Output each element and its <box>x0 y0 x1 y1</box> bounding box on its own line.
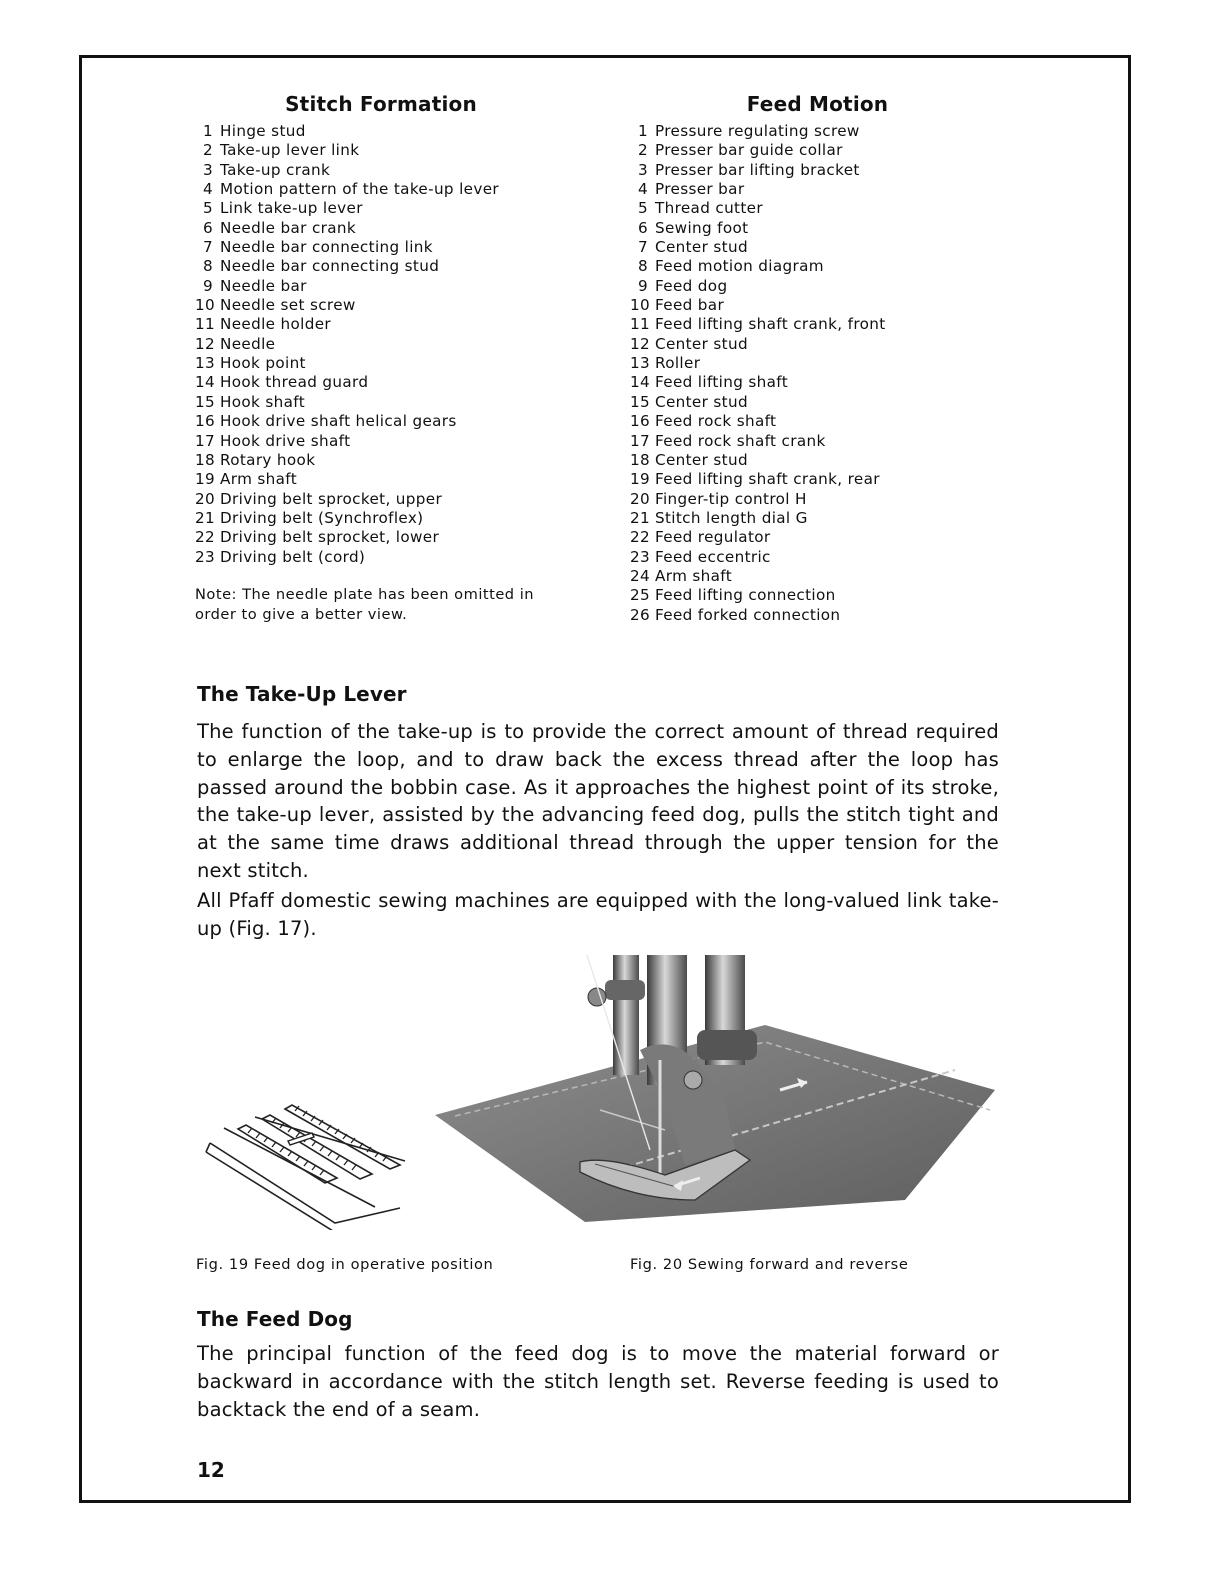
item-label: Feed bar <box>655 296 725 315</box>
item-number: 17 <box>630 431 651 450</box>
item-number: 7 <box>637 238 648 257</box>
item-label: Take-up lever link <box>220 141 360 160</box>
list-item <box>630 354 1020 373</box>
item-label: Finger-tip control H <box>655 489 807 508</box>
item-label: Presser bar <box>655 180 745 199</box>
item-number: 6 <box>637 218 648 237</box>
list-item <box>195 451 575 470</box>
item-label: Needle bar connecting link <box>220 238 433 257</box>
item-number: 22 <box>195 528 216 547</box>
list-item <box>195 548 575 567</box>
item-label: Needle bar crank <box>220 218 357 237</box>
item-label: Feed lifting shaft crank, rear <box>655 470 880 489</box>
item-number: 13 <box>195 354 216 373</box>
list-item <box>630 490 1020 509</box>
item-number: 11 <box>195 315 216 334</box>
list-item <box>630 219 1020 238</box>
list-item <box>630 315 1020 334</box>
item-label: Hook point <box>220 354 306 373</box>
item-number: 15 <box>195 392 216 411</box>
needle-plate-note: Note: The needle plate has been omitted in order to give a better view. <box>195 586 534 623</box>
item-number: 11 <box>630 315 651 334</box>
item-number: 19 <box>195 470 216 489</box>
list-item <box>630 277 1020 296</box>
list-item <box>630 528 1020 547</box>
list-item <box>195 393 575 412</box>
item-number: 2 <box>637 141 648 160</box>
list-item <box>195 238 575 257</box>
item-number: 17 <box>195 431 216 450</box>
item-number: 2 <box>202 141 213 160</box>
feed-motion-section <box>630 92 1020 625</box>
take-up-paragraph-1: The function of the take-up is to provide the correct amount of thread required to enlarge the loop, and to draw back the excess thread after the loop has passed around the bobbin case. As it approaches the highest point of its stroke, the take-up lever, assisted by the advancing feed dog, pulls the stitch tight and at the same time draws additional thread through the upper tension for the next stitch. <box>197 720 999 882</box>
item-label: Thread cutter <box>655 199 763 218</box>
item-number: 20 <box>630 489 651 508</box>
item-number: 13 <box>630 354 651 373</box>
item-label: Roller <box>655 354 701 373</box>
stitch-formation-title: Stitch Formation <box>285 92 477 116</box>
item-number: 5 <box>637 199 648 218</box>
item-number: 7 <box>202 238 213 257</box>
item-label: Feed dog <box>655 276 728 295</box>
list-item <box>630 296 1020 315</box>
list-item <box>195 373 575 392</box>
list-item <box>630 373 1020 392</box>
item-number: 22 <box>630 528 651 547</box>
item-label: Needle <box>220 334 276 353</box>
item-number: 9 <box>202 276 213 295</box>
feed-dog-paragraph: The principal function of the feed dog is to move the material forward or backward in accordance with the stitch length set. Reverse feeding is used to backtack the end of a seam. <box>197 1342 999 1421</box>
list-item <box>630 180 1020 199</box>
item-label: Hook shaft <box>220 392 306 411</box>
item-label: Feed lifting connection <box>655 586 836 605</box>
feed-dog-illustration <box>200 1095 415 1230</box>
list-item <box>195 528 575 547</box>
item-number: 18 <box>630 450 651 469</box>
item-number: 23 <box>195 547 216 566</box>
item-label: Presser bar lifting bracket <box>655 160 860 179</box>
list-item <box>195 412 575 431</box>
page-number: 12 <box>197 1458 225 1482</box>
item-label: Presser bar guide collar <box>655 141 843 160</box>
feed-dog-heading: The Feed Dog <box>197 1307 353 1331</box>
item-number: 4 <box>202 180 213 199</box>
list-item <box>630 451 1020 470</box>
item-label: Stitch length dial G <box>655 508 808 527</box>
item-label: Hook drive shaft helical gears <box>220 412 457 431</box>
item-label: Needle bar connecting stud <box>220 257 440 276</box>
list-item <box>195 122 575 141</box>
list-item <box>195 315 575 334</box>
item-label: Feed motion diagram <box>655 257 824 276</box>
item-label: Hinge stud <box>220 122 306 140</box>
item-label: Center stud <box>655 450 748 469</box>
item-label: Center stud <box>655 334 748 353</box>
item-label: Feed rock shaft crank <box>655 431 826 450</box>
list-item <box>630 509 1020 528</box>
item-number: 18 <box>195 450 216 469</box>
list-item <box>195 490 575 509</box>
item-label: Pressure regulating screw <box>655 122 860 140</box>
item-label: Rotary hook <box>220 450 316 469</box>
list-item <box>630 238 1020 257</box>
item-number: 10 <box>630 296 651 315</box>
item-number: 8 <box>637 257 648 276</box>
list-item <box>195 296 575 315</box>
item-number: 21 <box>630 508 651 527</box>
list-item <box>630 586 1020 605</box>
item-number: 9 <box>637 276 648 295</box>
list-item <box>195 470 575 489</box>
item-number: 25 <box>630 586 651 605</box>
item-number: 14 <box>630 373 651 392</box>
item-label: Driving belt (cord) <box>220 547 366 566</box>
item-label: Center stud <box>655 392 748 411</box>
item-label: Arm shaft <box>220 470 298 489</box>
list-item <box>630 567 1020 586</box>
list-item <box>630 257 1020 276</box>
fig19-caption: Fig. 19 Feed dog in operative position <box>196 1256 494 1273</box>
fig20-caption: Fig. 20 Sewing forward and reverse <box>630 1256 909 1273</box>
list-item <box>195 219 575 238</box>
item-label: Needle holder <box>220 315 331 334</box>
take-up-paragraph-2: All Pfaff domestic sewing machines are equipped with the long-valued link take-up (Fig. 17). <box>197 889 999 940</box>
list-item <box>195 180 575 199</box>
item-number: 21 <box>195 508 216 527</box>
item-label: Feed lifting shaft crank, front <box>655 315 886 334</box>
list-item <box>195 161 575 180</box>
item-number: 16 <box>630 412 651 431</box>
item-number: 1 <box>637 122 648 140</box>
item-label: Motion pattern of the take-up lever <box>220 180 499 199</box>
item-label: Driving belt (Synchroflex) <box>220 508 424 527</box>
item-number: 12 <box>195 334 216 353</box>
item-label: Feed eccentric <box>655 547 771 566</box>
item-label: Hook thread guard <box>220 373 369 392</box>
feed-motion-list <box>630 122 1020 625</box>
list-item <box>195 509 575 528</box>
item-label: Driving belt sprocket, upper <box>220 489 443 508</box>
list-item <box>195 277 575 296</box>
item-label: Arm shaft <box>655 566 733 585</box>
item-label: Feed lifting shaft <box>655 373 789 392</box>
list-item <box>630 606 1020 625</box>
sewing-forward-reverse-photo <box>435 950 1000 1222</box>
item-label: Needle bar <box>220 276 307 295</box>
take-up-heading: The Take-Up Lever <box>197 682 407 706</box>
item-label: Sewing foot <box>655 218 749 237</box>
list-item <box>630 412 1020 431</box>
item-number: 3 <box>202 160 213 179</box>
item-number: 19 <box>630 470 651 489</box>
item-number: 15 <box>630 392 651 411</box>
list-item <box>195 199 575 218</box>
item-number: 3 <box>637 160 648 179</box>
item-number: 26 <box>630 605 651 624</box>
item-label: Needle set screw <box>220 296 356 315</box>
item-label: Driving belt sprocket, lower <box>220 528 440 547</box>
list-item <box>630 161 1020 180</box>
item-label: Link take-up lever <box>220 199 363 218</box>
list-item <box>195 335 575 354</box>
list-item <box>195 432 575 451</box>
list-item <box>630 122 1020 141</box>
item-label: Hook drive shaft <box>220 431 351 450</box>
feed-motion-title: Feed Motion <box>746 92 889 116</box>
list-item <box>630 335 1020 354</box>
item-number: 4 <box>637 180 648 199</box>
item-number: 12 <box>630 334 651 353</box>
list-item <box>195 257 575 276</box>
item-label: Feed rock shaft <box>655 412 777 431</box>
item-number: 24 <box>630 566 651 585</box>
list-item <box>630 393 1020 412</box>
list-item <box>195 354 575 373</box>
stitch-formation-list <box>195 122 575 567</box>
item-number: 16 <box>195 412 216 431</box>
list-item <box>630 548 1020 567</box>
list-item <box>630 470 1020 489</box>
item-number: 1 <box>202 122 213 140</box>
item-label: Take-up crank <box>220 160 331 179</box>
list-item <box>630 141 1020 160</box>
item-number: 6 <box>202 218 213 237</box>
item-number: 5 <box>202 199 213 218</box>
item-number: 14 <box>195 373 216 392</box>
list-item <box>195 141 575 160</box>
item-number: 20 <box>195 489 216 508</box>
list-item <box>630 199 1020 218</box>
item-number: 23 <box>630 547 651 566</box>
stitch-formation-section <box>195 92 575 567</box>
item-label: Feed forked connection <box>655 605 841 624</box>
item-label: Center stud <box>655 238 748 257</box>
list-item <box>630 432 1020 451</box>
item-number: 8 <box>202 257 213 276</box>
item-label: Feed regulator <box>655 528 771 547</box>
item-number: 10 <box>195 296 216 315</box>
